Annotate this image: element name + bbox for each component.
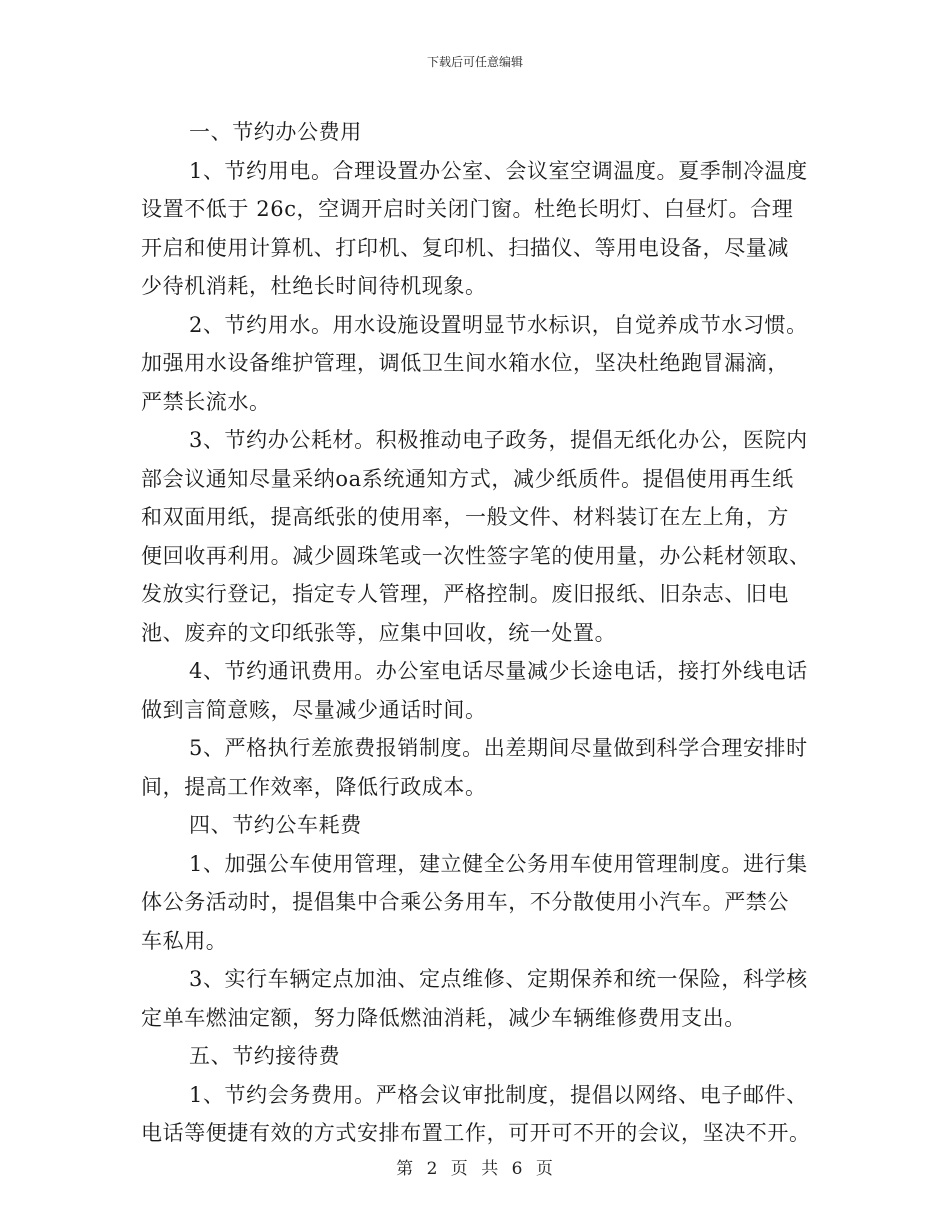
footer-page-number: 2 bbox=[426, 1159, 439, 1179]
footer-total-pages: 6 bbox=[511, 1159, 524, 1179]
paragraph-line: 设置不低于 26c，空调开启时关闭门窗。杜绝长明灯、白昼灯。合理 bbox=[141, 197, 794, 221]
paragraph-line: 池、废弃的文印纸张等，应集中回收，统一处置。 bbox=[141, 620, 617, 645]
paragraph-line: 3、节约办公耗材。积极推动电子政务，提倡无纸化办公，医院内 bbox=[189, 428, 808, 452]
paragraph-line: 车私用。 bbox=[141, 928, 228, 953]
paragraph-line: 间，提高工作效率，降低行政成本。 bbox=[141, 774, 487, 799]
paragraph-line: 3、实行车辆定点加油、定点维修、定期保养和统一保险，科学核 bbox=[189, 967, 808, 991]
section-heading: 一、节约办公费用 bbox=[189, 120, 362, 144]
footer-page-unit: 页 bbox=[450, 1159, 469, 1179]
paragraph-line: 开启和使用计算机、打印机、复印机、扫描仪、等用电设备，尽量减 bbox=[141, 235, 789, 260]
paragraph-line: 1、节约用电。合理设置办公室、会议室空调温度。夏季制冷温度 bbox=[189, 158, 808, 183]
paragraph-line: 电话等便捷有效的方式安排布置工作，可开可不开的会议，坚决不开。 bbox=[141, 1121, 811, 1145]
paragraph-line: 严禁长流水。 bbox=[141, 389, 271, 414]
page-footer bbox=[0, 1154, 950, 1179]
paragraph-line: 定单车燃油定额，努力降低燃油消耗，减少车辆维修费用支出。 bbox=[141, 1005, 746, 1030]
paragraph-line: 2、节约用水。用水设施设置明显节水标识，自觉养成节水习惯。 bbox=[189, 312, 808, 337]
footer-total-unit: 页 bbox=[535, 1159, 554, 1179]
paragraph-line: 和双面用纸，提高纸张的使用率，一般文件、材料装订在左上角，方 bbox=[141, 505, 789, 529]
document-body bbox=[141, 113, 813, 1153]
section-heading: 四、节约公车耗费 bbox=[189, 813, 362, 837]
paragraph-line: 1、节约会务费用。严格会议审批制度，提倡以网络、电子邮件、 bbox=[189, 1082, 808, 1107]
footer-prefix: 第 bbox=[396, 1159, 415, 1179]
footer-total-prefix: 共 bbox=[481, 1159, 500, 1179]
paragraph-line: 4、节约通讯费用。办公室电话尽量减少长途电话，接打外线电话 bbox=[189, 659, 808, 683]
paragraph-line: 发放实行登记，指定专人管理，严格控制。废旧报纸、旧杂志、旧电 bbox=[141, 582, 789, 606]
paragraph-line: 部会议通知尽量采纳oa系统通知方式，减少纸质件。提倡使用再生纸 bbox=[141, 466, 794, 491]
paragraph-line: 体公务活动时，提倡集中合乘公务用车，不分散使用小汽车。严禁公 bbox=[141, 890, 789, 914]
paragraph-line: 加强用水设备维护管理，调低卫生间水箱水位，坚决杜绝跑冒漏滴， bbox=[141, 351, 789, 375]
paragraph-line: 做到言简意赅，尽量减少通话时间。 bbox=[141, 697, 487, 722]
paragraph-line: 1、加强公车使用管理，建立健全公务用车使用管理制度。进行集 bbox=[189, 851, 808, 876]
paragraph-line: 5、严格执行差旅费报销制度。出差期间尽量做到科学合理安排时 bbox=[189, 736, 808, 760]
header-note: 下载后可任意编辑 bbox=[426, 55, 523, 69]
section-heading: 五、节约接待费 bbox=[189, 1044, 341, 1068]
paragraph-line: 便回收再利用。减少圆珠笔或一次性签字笔的使用量，办公耗材领取、 bbox=[141, 543, 811, 568]
paragraph-line: 少待机消耗，杜绝长时间待机现象。 bbox=[141, 274, 487, 298]
